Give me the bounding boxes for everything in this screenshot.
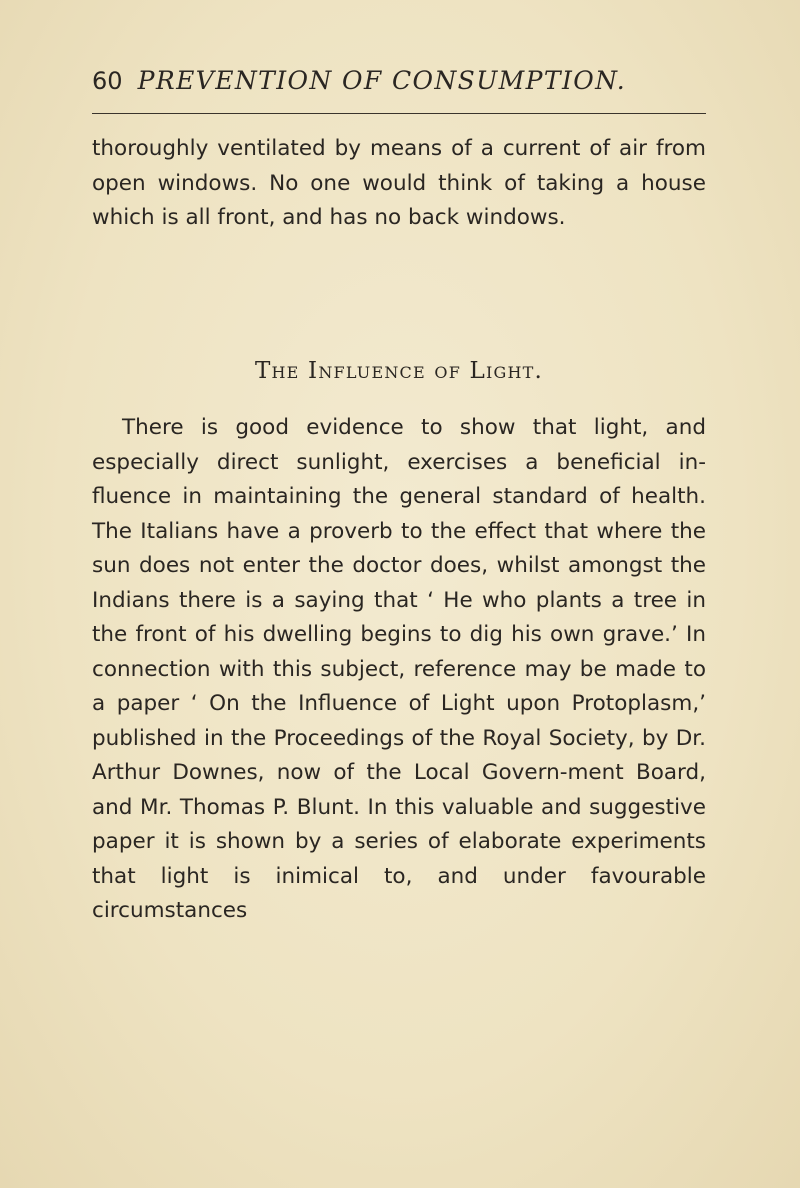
paragraph-2 <box>92 411 706 929</box>
header-rule <box>92 113 706 114</box>
section-heading: The Influence of Light. <box>254 358 544 384</box>
paragraph-1-text: thoroughly ventilated by means of a current of air from open windows. No one would think of taking a house which is all front, and has no back windows. <box>92 136 706 230</box>
paragraph-2-text: There is good evidence to show that light, and especially direct sunlight, exercises a beneficial in-fluence in maintaining the general standard of health. The Italians have a proverb to the effect that where the sun does not enter the doctor does, whilst amongst the Indians there is a saying that ‘ He who plants a tree in the front of his dwelling begins to dig his own grave.’ In connection with this subject, reference may be made to a paper ‘ On the Influence of Light upon Protoplasm,’ published in the Proceedings of the Royal Society, by Dr. Arthur Downes, now of the Local Govern-ment Board, and Mr. Thomas P. Blunt. In this valuable and suggestive paper it is shown by a series of elaborate experiments that light is inimical to, and under favourable circumstances <box>92 415 706 923</box>
page-header <box>92 66 712 106</box>
paragraph-1 <box>92 132 706 236</box>
running-title: PREVENTION OF CONSUMPTION. <box>137 66 627 95</box>
page-number: 60 <box>92 67 123 95</box>
